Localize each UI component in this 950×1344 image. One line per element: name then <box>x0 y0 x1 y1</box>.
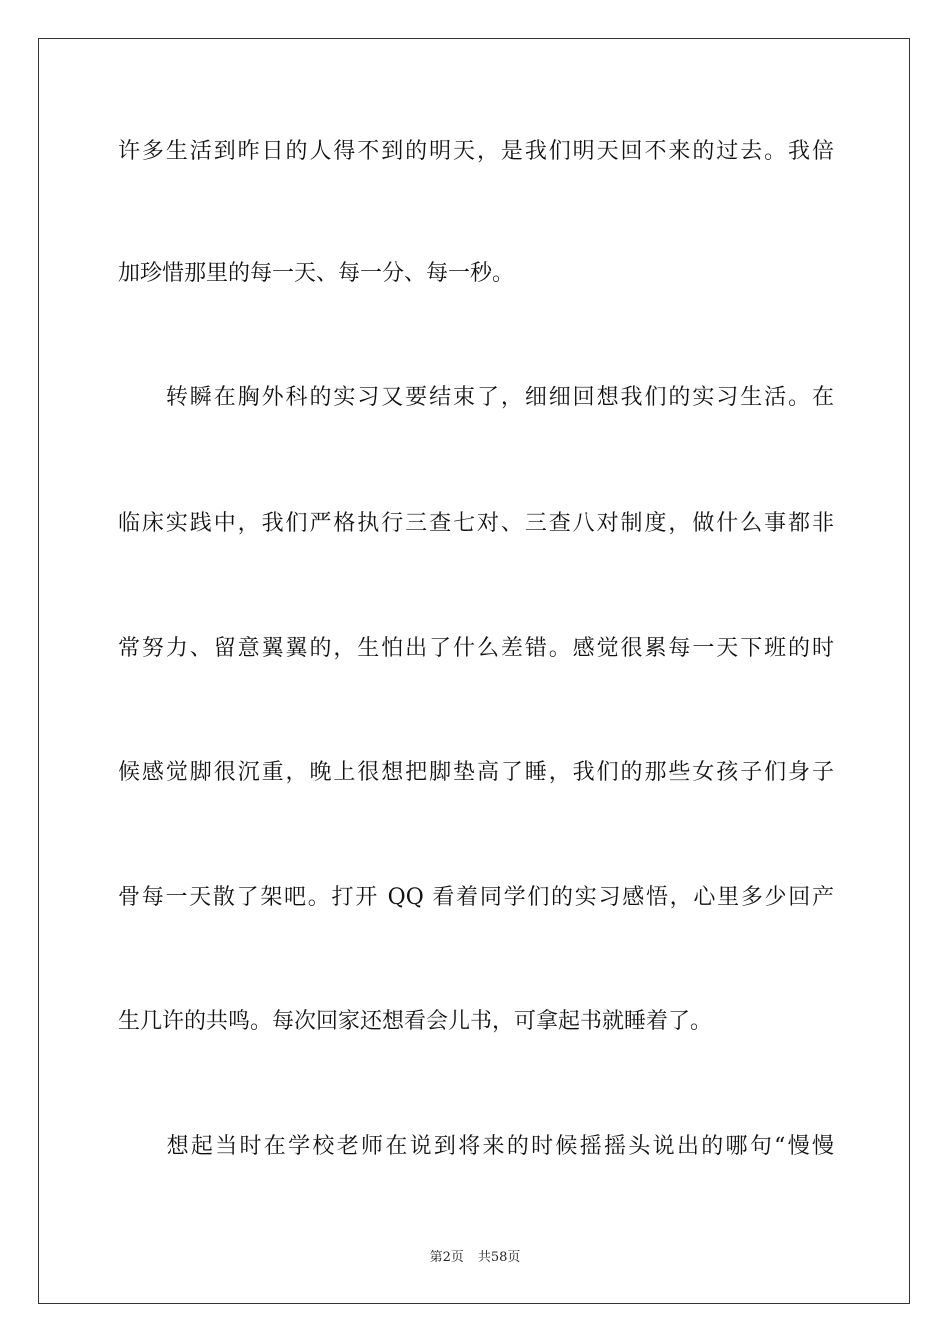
page-number: 第2页 <box>429 1250 464 1265</box>
body-text-line: 候感觉脚很沉重，晚上很想把脚垫高了睡，我们的那些女孩子们身子 <box>118 760 834 785</box>
body-text-line: 许多生活到昨日的人得不到的明天，是我们明天回不来的过去。我倍 <box>118 139 834 164</box>
page-border <box>38 38 910 1304</box>
page-footer <box>0 1250 950 1266</box>
body-text-line: 生几许的共鸣。每次回家还想看会儿书，可拿起书就睡着了。 <box>118 1009 713 1034</box>
body-text-line: 骨每一天散了架吧。打开 QQ 看着同学们的实习感悟，心里多少回产 <box>118 885 834 910</box>
body-text-line: 想起当时在学校老师在说到将来的时候摇摇头说出的哪句“慢慢 <box>118 1134 834 1159</box>
page-total: 共58页 <box>477 1250 521 1265</box>
body-text-line: 加珍惜那里的每一天、每一分、每一秒。 <box>118 261 515 286</box>
body-text-line: 转瞬在胸外科的实习又要结束了，细细回想我们的实习生活。在 <box>118 385 834 410</box>
body-text-line: 临床实践中，我们严格执行三查七对、三查八对制度，做什么事都非 <box>118 511 834 536</box>
body-text-line: 常努力、留意翼翼的，生怕出了什么差错。感觉很累每一天下班的时 <box>118 636 834 661</box>
